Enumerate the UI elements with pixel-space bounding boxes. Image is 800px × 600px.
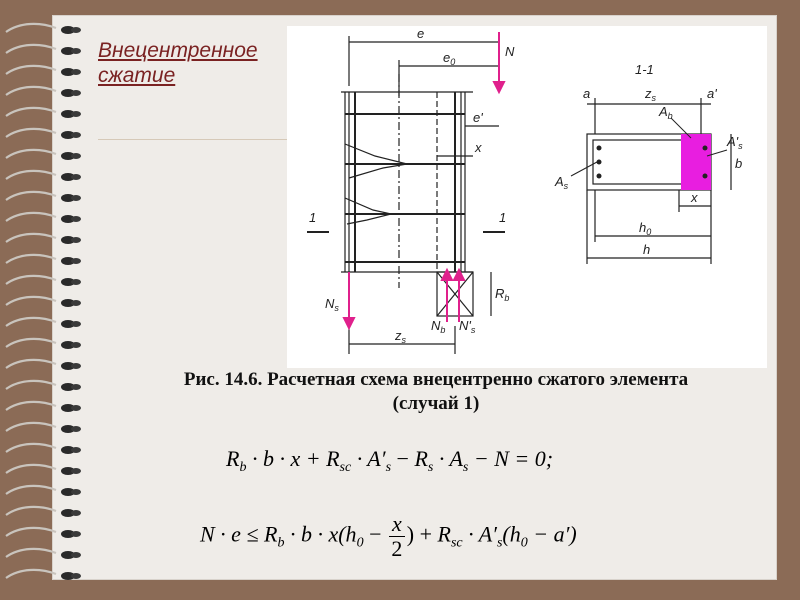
label-zs: $z_s$ bbox=[395, 328, 406, 345]
binding-ring bbox=[6, 129, 81, 139]
binding-ring bbox=[6, 234, 81, 244]
rebar-dot-1 bbox=[597, 146, 602, 151]
binding-ring bbox=[6, 213, 81, 223]
binding-ring bbox=[6, 402, 81, 412]
label-As: $A_s$ bbox=[555, 174, 569, 191]
binding-ring bbox=[6, 465, 81, 475]
label-e-prime: e' bbox=[473, 110, 483, 125]
label-b: b bbox=[735, 156, 743, 171]
caption-line-2: (случай 1) bbox=[392, 393, 480, 414]
label-section-right: 1 bbox=[499, 210, 507, 225]
label-e: e bbox=[417, 26, 425, 41]
label-section-left: 1 bbox=[309, 210, 317, 225]
figure-drawing bbox=[287, 26, 767, 368]
binding-ring bbox=[6, 339, 81, 349]
binding-ring bbox=[6, 192, 81, 202]
binding-ring bbox=[6, 507, 81, 517]
heading-line-2: сжатие bbox=[98, 64, 176, 87]
binding-ring bbox=[6, 381, 81, 391]
binding-ring bbox=[6, 45, 81, 55]
binding-ring bbox=[6, 444, 81, 454]
spiral-binding bbox=[0, 0, 90, 600]
binding-ring bbox=[6, 423, 81, 433]
binding-ring bbox=[6, 24, 81, 34]
binding-ring bbox=[6, 66, 81, 76]
caption-line-1: Рис. 14.6. Расчетная схема внецентренно сжатого элемента bbox=[183, 369, 689, 390]
label-x: x bbox=[475, 140, 482, 155]
binding-ring bbox=[6, 87, 81, 97]
label-Rb: $R_b$ bbox=[495, 286, 510, 303]
force-Ns-head bbox=[344, 318, 354, 328]
heading-divider bbox=[98, 139, 308, 140]
binding-ring bbox=[6, 486, 81, 496]
label-h0: $h_0$ bbox=[639, 220, 652, 237]
binding-ring bbox=[6, 549, 81, 559]
binding-ring bbox=[6, 150, 81, 160]
binding-ring bbox=[6, 108, 81, 118]
slide-heading bbox=[98, 38, 288, 88]
rebar-dot-3 bbox=[597, 174, 602, 179]
label-e0: $e_0$ bbox=[443, 50, 456, 67]
moment-condition-formula: $N \cdot e \le R_b \cdot b \cdot x(h_0$ − $\frac{x}{2}$ ) + $R_{sc} \cdot A'_s(h_0 - a')$ bbox=[200, 511, 577, 561]
label-section-zs: $z_s$ bbox=[645, 86, 656, 103]
binding-ring bbox=[6, 570, 81, 580]
binding-ring bbox=[6, 276, 81, 286]
label-a-prime: a' bbox=[707, 86, 717, 101]
rebar-dot-2 bbox=[597, 160, 602, 165]
rebar-dot-5 bbox=[703, 174, 708, 179]
label-N: N bbox=[505, 44, 515, 59]
crack-2 bbox=[345, 198, 391, 224]
binding-ring bbox=[6, 171, 81, 181]
fraction-x-over-2: $\frac{x}{2}$ bbox=[389, 512, 405, 561]
label-As-prime: $A'_s$ bbox=[727, 134, 743, 151]
label-Ab: $A_b$ bbox=[659, 104, 673, 121]
rebar-dot-4 bbox=[703, 146, 708, 151]
equilibrium-formula: $R_b \cdot b \cdot x + R_{sc} \cdot A'_s - R_s \cdot A_s - N = 0$; bbox=[226, 446, 554, 475]
figure-caption bbox=[106, 368, 766, 416]
figure-image bbox=[287, 26, 767, 368]
binding-ring bbox=[6, 255, 81, 265]
label-a: a bbox=[583, 86, 591, 101]
label-Nb: $N_b$ bbox=[431, 318, 446, 335]
label-section-title: 1-1 bbox=[635, 62, 654, 77]
label-h: h bbox=[643, 242, 651, 257]
compression-zone-fill bbox=[681, 134, 711, 190]
binding-ring bbox=[6, 528, 81, 538]
force-N-head bbox=[494, 82, 504, 92]
heading-line-1: Внецентренное bbox=[98, 39, 258, 62]
binding-ring bbox=[6, 318, 81, 328]
binding-ring bbox=[6, 360, 81, 370]
label-Ns-prime: $N'_s$ bbox=[459, 318, 476, 335]
label-section-x: x bbox=[691, 190, 698, 205]
binding-ring bbox=[6, 297, 81, 307]
label-Ns: $N_s$ bbox=[325, 296, 339, 313]
